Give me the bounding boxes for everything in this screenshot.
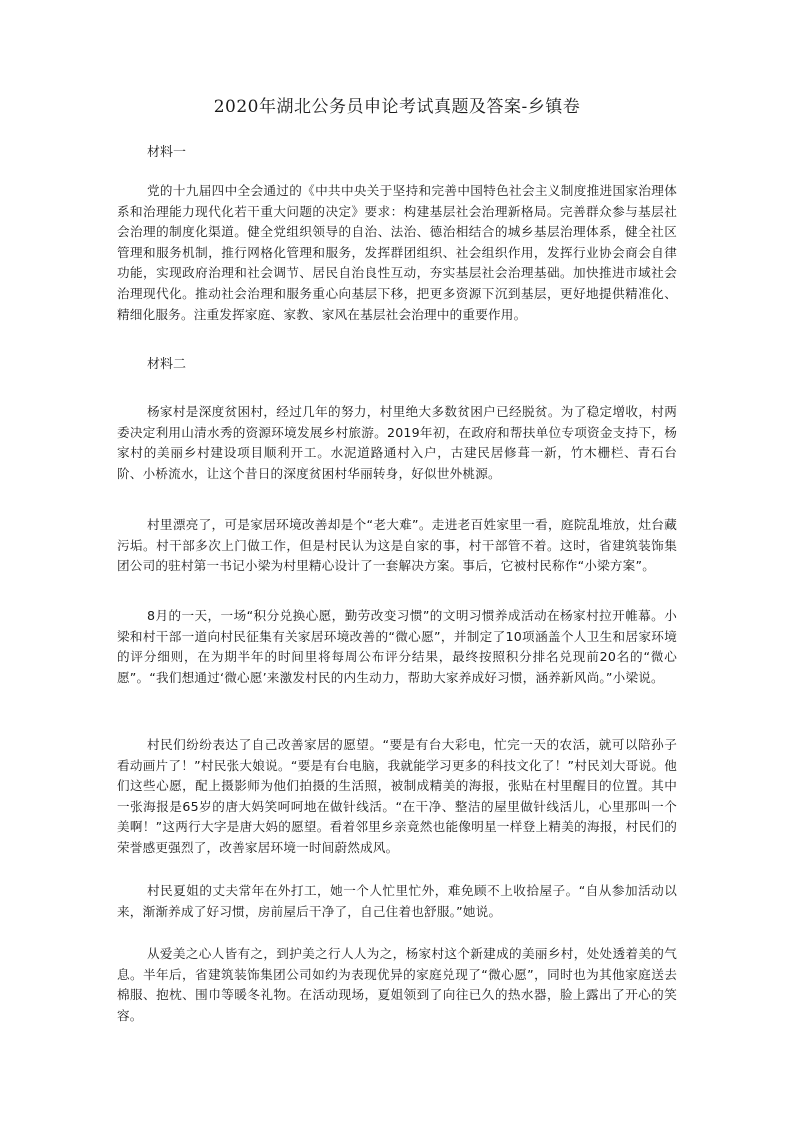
material-2-label: 材料二 xyxy=(147,357,187,372)
material-2-paragraph-6: 从爱美之心人皆有之，到护美之行人人为之，杨家村这个新建成的美丽乡村，处处透着美的气息。半年后，省建筑装饰集团公司如约为表现优异的家庭兑现了“微心愿”，同时也为其他家庭送去棉服、抱枕、围巾等暖冬礼物。在活动现场，夏姐领到了向往已久的热水器，脸上露出了开心的笑容。 xyxy=(117,946,677,1023)
document-title: 2020年湖北公务员申论考试真题及答案-乡镇卷 xyxy=(213,97,581,117)
material-2-paragraph-3: 8月的一天，一场“积分兑换心愿，勤劳改变习惯”的文明习惯养成活动在杨家村拉开帷幕。小梁和村干部一道向村民征集有关家居环境改善的“微心愿”，并制定了10项涵盖个人卫生和居家环境的评分细则，在为期半年的时间里将每周公布评分结果，最终按照积分排名兑现前20名的“微心愿”。“我们想通过‘微心愿’来激发村民的内生动力，帮助大家养成好习惯，涵养新风尚。”小梁说。 xyxy=(117,608,677,685)
material-2-paragraph-1: 杨家村是深度贫困村，经过几年的努力，村里绝大多数贫困户已经脱贫。为了稳定增收，村两委决定利用山清水秀的资源环境发展乡村旅游。2019年初，在政府和帮扶单位专项资金支持下，杨家村的美丽乡村建设项目顺利开工。水泥道路通村入户，古建民居修葺一新，竹木栅栏、青石台阶、小桥流水，让这个昔日的深度贫困村华丽转身，好似世外桃源。 xyxy=(117,404,677,481)
material-1-label: 材料一 xyxy=(147,145,187,160)
material-2-paragraph-2: 村里漂亮了，可是家居环境改善却是个“老大难”。走进老百姓家里一看，庭院乱堆放，灶台藏污垢。村干部多次上门做工作，但是村民认为这是自家的事，村干部管不着。这时，省建筑装饰集团公司的驻村第一书记小梁为村里精心设计了一套解决方案。事后，它被村民称作“小梁方案”。 xyxy=(117,517,677,574)
material-2-paragraph-4: 村民们纷纷表达了自己改善家居的愿望。“要是有台大彩电，忙完一天的农活，就可以陪孙子看动画片了！”村民张大娘说。“要是有台电脑，我就能学习更多的科技文化了！”村民刘大哥说。他们这些心愿，配上摄影师为他们拍摄的生活照，被制成精美的海报，张贴在村里醒目的位置。其中一张海报是65岁的唐大妈笑呵呵地在做针线活。“在干净、整洁的屋里做针线活儿，心里那叫一个美啊！”这两行大字是唐大妈的愿望。看着邻里乡亲竟然也能像明星一样登上精美的海报，村民们的荣誉感更强烈了，改善家居环境一时间蔚然成风。 xyxy=(117,737,677,855)
material-1-paragraph: 党的十九届四中全会通过的《中共中央关于坚持和完善中国特色社会主义制度推进国家治理体系和治理能力现代化若干重大问题的决定》要求：构建基层社会治理新格局。完善群众参与基层社会治理的制度化渠道。健全党组织领导的自治、法治、德治相结合的城乡基层治理体系，健全社区管理和服务机制，推行网格化管理和服务，发挥群团组织、社会组织作用，发挥行业协会商会自律功能，实现政府治理和社会调节、居民自治良性互动，夯实基层社会治理基础。加快推进市域社会治理现代化。推动社会治理和服务重心向基层下移，把更多资源下沉到基层，更好地提供精准化、精细化服务。注重发挥家庭、家教、家风在基层社会治理中的重要作用。 xyxy=(117,183,677,322)
material-2-paragraph-5: 村民夏姐的丈夫常年在外打工，她一个人忙里忙外，难免顾不上收拾屋子。“自从参加活动以来，渐渐养成了好习惯，房前屋后干净了，自己住着也舒服。”她说。 xyxy=(117,883,677,919)
